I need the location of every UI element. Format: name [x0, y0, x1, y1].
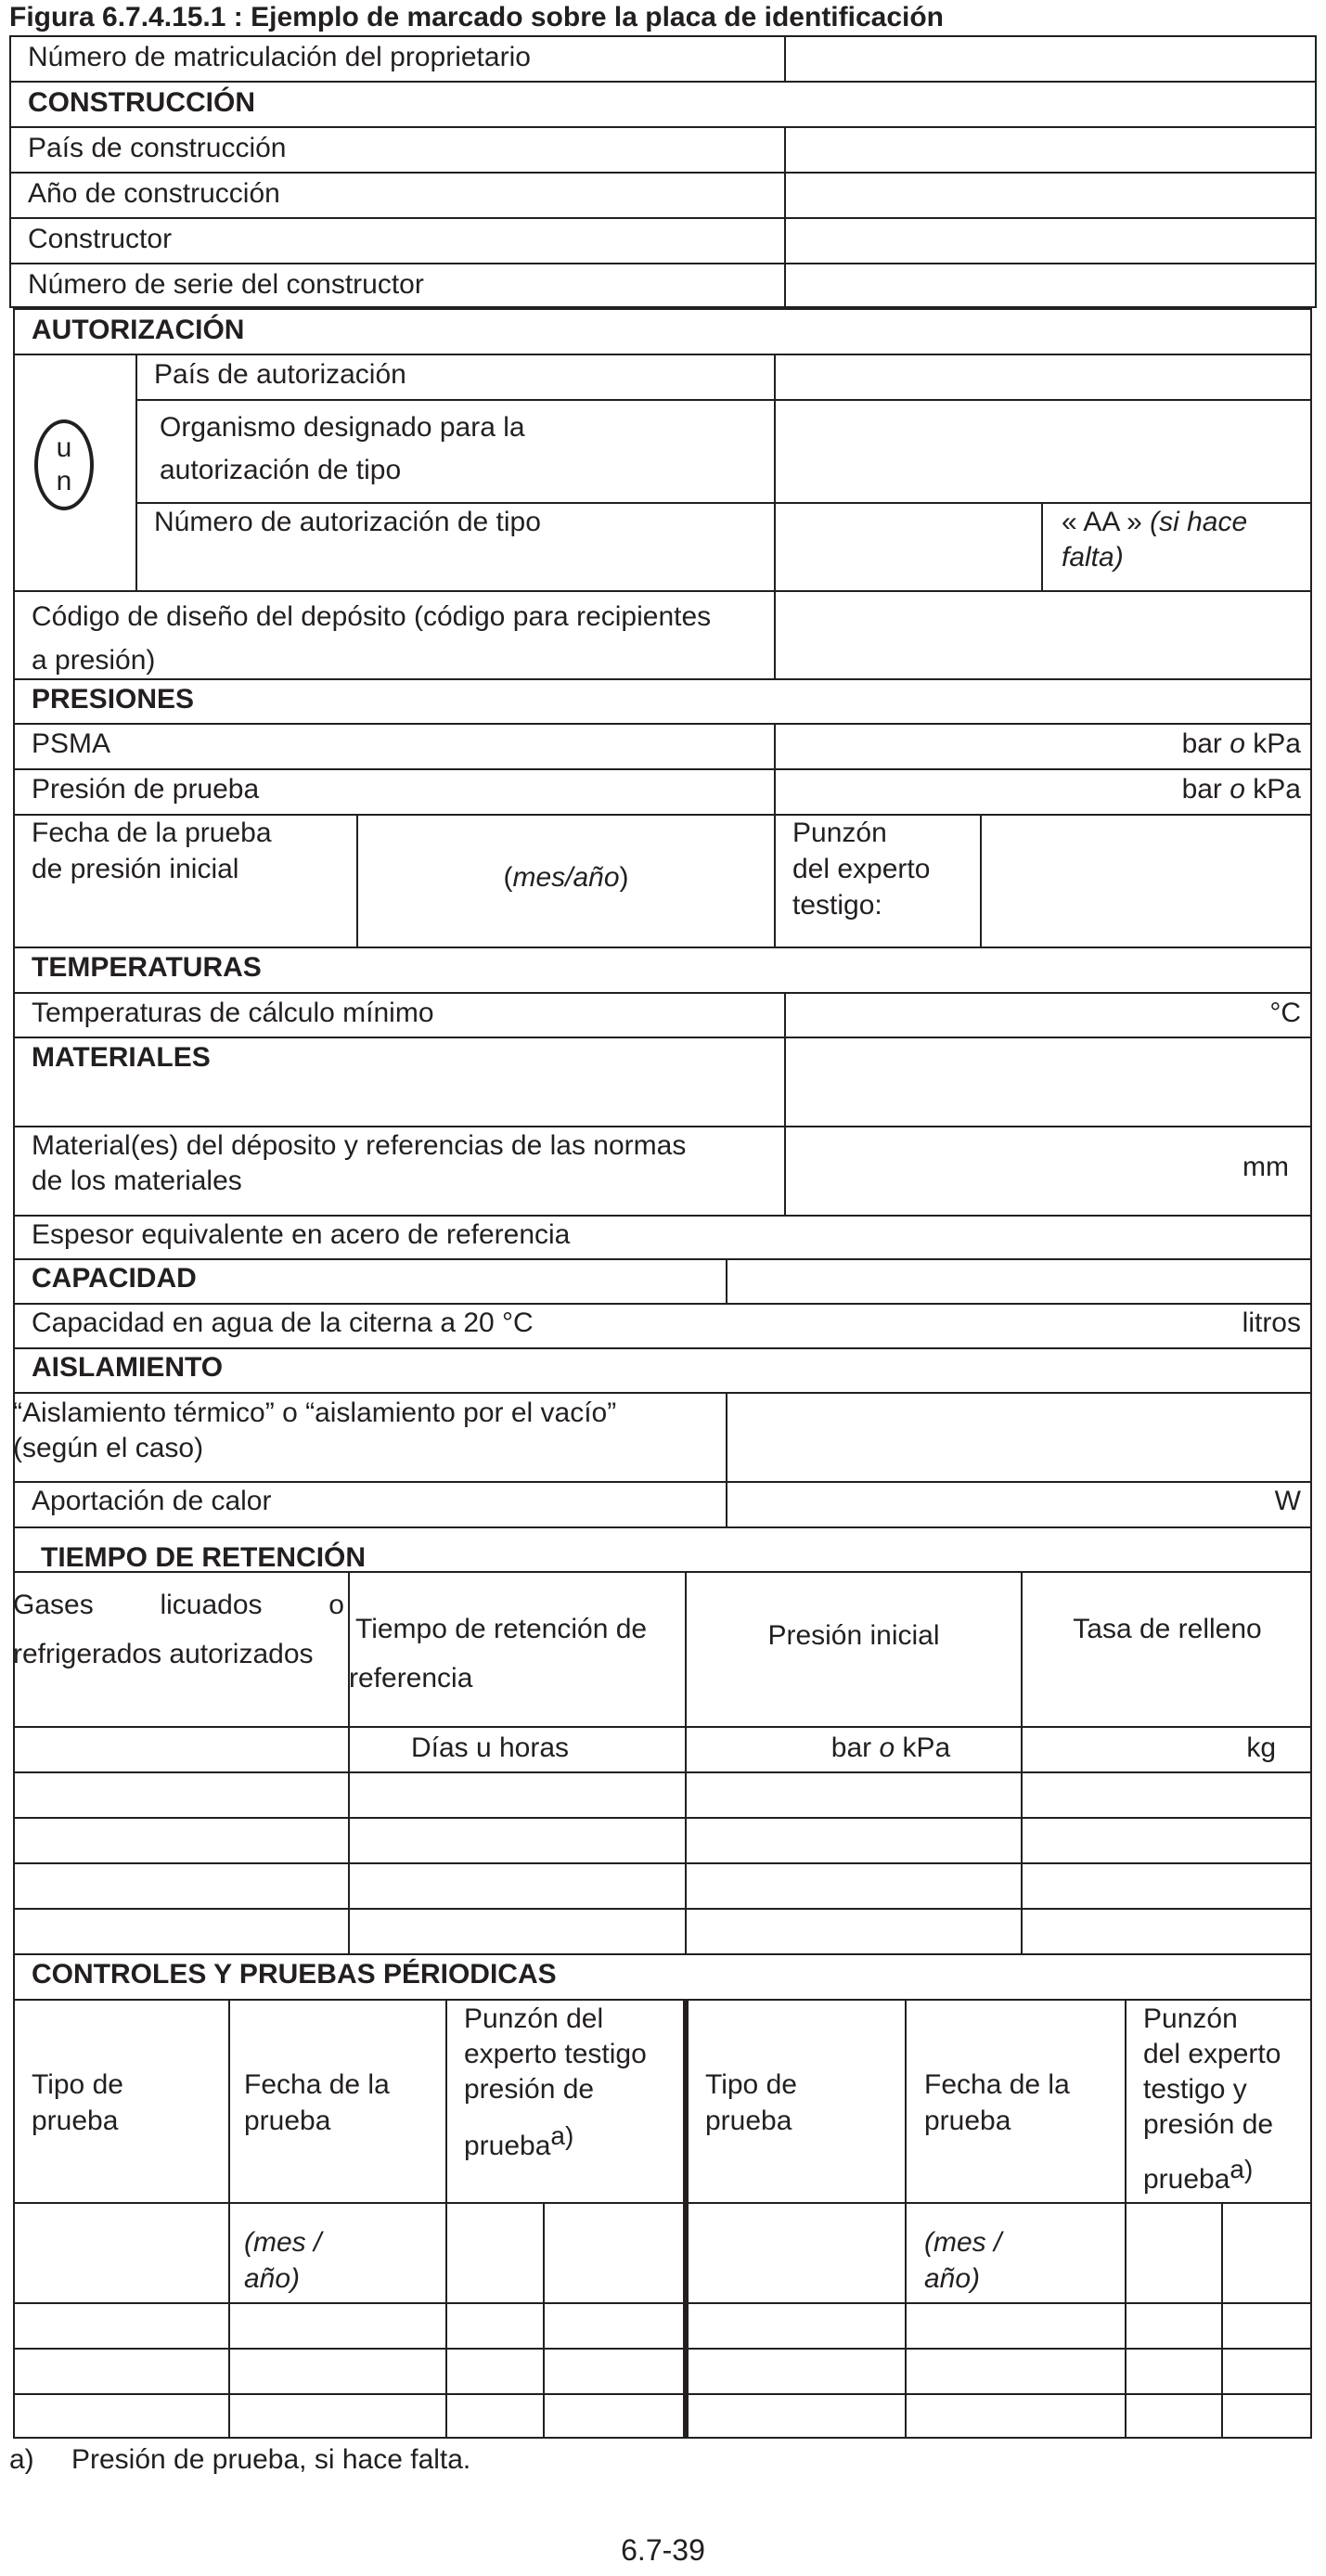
- initial-test-date-line2: de presión inicial: [32, 854, 239, 884]
- left-stamp-line2: experto testigo: [464, 2039, 647, 2069]
- pressures-heading: PRESIONES: [32, 684, 195, 715]
- footnote: a) Presión de prueba, si hace falta.: [9, 2444, 471, 2475]
- kg-unit: kg: [1246, 1732, 1276, 1763]
- construction-heading: CONSTRUCCIÓN: [28, 87, 255, 118]
- capacity-unit: litros: [1242, 1307, 1301, 1338]
- gases-header-line2: refrigerados autorizados: [13, 1639, 314, 1669]
- water-capacity: Capacidad en agua de la citerna a 20 °C: [32, 1307, 534, 1338]
- owner-label: Número de matriculación del proprietario: [28, 42, 531, 72]
- insulation-line2: (según el caso): [13, 1433, 204, 1463]
- design-code-line2: a presión): [32, 645, 156, 676]
- capacity-heading: CAPACIDAD: [32, 1263, 197, 1294]
- heat-input: Aportación de calor: [32, 1486, 272, 1516]
- gases-header-line1: Gases licuados o: [13, 1590, 344, 1620]
- aa-note-line2: falta): [1062, 542, 1124, 573]
- equivalent-thickness: Espesor equivalente en acero de referencia: [32, 1219, 571, 1250]
- initial-test-month-year: (mes/año): [503, 862, 629, 893]
- test-pressure-unit: bar o kPa: [1181, 774, 1301, 805]
- temperatures-heading: TEMPERATURAS: [32, 952, 262, 983]
- insulation-line1: “Aislamiento térmico” o “aislamiento por el vacío”: [13, 1397, 617, 1428]
- un-logo-icon: u n: [34, 419, 94, 510]
- insulation-heading: AISLAMIENTO: [32, 1352, 224, 1383]
- psma-unit: bar o kPa: [1181, 728, 1301, 759]
- authorization-heading: AUTORIZACIÓN: [32, 315, 245, 345]
- inspections-heading: CONTROLES Y PRUEBAS PÉRIODICAS: [32, 1959, 557, 1990]
- holding-time-header-line1: Tiempo de retención de: [355, 1614, 648, 1644]
- expert-stamp-line3: testigo:: [792, 890, 882, 921]
- type-approval-number: Número de autorización de tipo: [154, 507, 541, 537]
- temperature-unit: °C: [1269, 998, 1301, 1028]
- left-test-date-line1: Fecha de la: [244, 2069, 390, 2100]
- construction-country: País de construcción: [28, 133, 287, 163]
- figure-title: Figura 6.7.4.15.1 : Ejemplo de marcado sobre la placa de identificación: [9, 2, 945, 32]
- holding-time-heading: TIEMPO DE RETENCIÓN: [41, 1542, 367, 1573]
- materials-unit: mm: [1242, 1152, 1289, 1182]
- test-pressure-label: Presión de prueba: [32, 774, 260, 805]
- left-mes: (mes /: [244, 2227, 322, 2258]
- left-ano: año): [244, 2263, 301, 2294]
- right-test-type-line2: prueba: [705, 2106, 792, 2136]
- left-stamp-line1: Punzón del: [464, 2003, 604, 2034]
- filling-rate-header: Tasa de relleno: [1073, 1614, 1262, 1644]
- designated-body-line2: autorización de tipo: [160, 455, 402, 485]
- psma-label: PSMA: [32, 728, 111, 759]
- bar-kpa-unit: bar o kPa: [830, 1732, 951, 1763]
- designated-body-line1: Organismo designado para la: [160, 412, 525, 443]
- design-code-line1: Código de diseño del depósito (código para recipientes: [32, 601, 712, 632]
- left-test-type-line2: prueba: [32, 2106, 119, 2136]
- page-number: 6.7-39: [621, 2533, 705, 2567]
- materials-line1: Material(es) del déposito y referencias de las normas: [32, 1130, 687, 1161]
- aa-note: « AA » (si hace: [1062, 507, 1248, 537]
- serial-number: Número de serie del constructor: [28, 269, 424, 300]
- expert-stamp-line1: Punzón: [792, 818, 887, 848]
- construction-year: Año de construcción: [28, 178, 280, 209]
- initial-pressure-header: Presión inicial: [767, 1620, 940, 1651]
- constructor: Constructor: [28, 224, 173, 254]
- materials-heading: MATERIALES: [32, 1042, 211, 1073]
- authorization-country: País de autorización: [154, 359, 406, 390]
- expert-stamp-line2: del experto: [792, 854, 931, 884]
- right-stamp-line3: testigo y: [1143, 2074, 1247, 2105]
- min-design-temperature: Temperaturas de cálculo mínimo: [32, 998, 434, 1028]
- right-stamp-line5: prueba$^{a)}$: [1143, 2155, 1254, 2195]
- right-test-date-line2: prueba: [924, 2106, 1011, 2136]
- left-stamp-line3: presión de: [464, 2074, 595, 2105]
- heat-unit: W: [1274, 1486, 1301, 1516]
- right-stamp-line4: presión de: [1143, 2109, 1274, 2140]
- right-test-date-line1: Fecha de la: [924, 2069, 1070, 2100]
- right-ano: año): [924, 2263, 981, 2294]
- right-mes: (mes /: [924, 2227, 1002, 2258]
- right-stamp-line2: del experto: [1143, 2039, 1281, 2069]
- right-test-type-line1: Tipo de: [705, 2069, 797, 2100]
- left-test-type-line1: Tipo de: [32, 2069, 123, 2100]
- left-test-date-line2: prueba: [244, 2106, 331, 2136]
- materials-line2: de los materiales: [32, 1166, 242, 1196]
- left-stamp-line4: prueba$^{a)}$: [464, 2121, 574, 2161]
- days-or-hours-unit: Días u horas: [410, 1732, 570, 1763]
- initial-test-date-line1: Fecha de la prueba: [32, 818, 272, 848]
- holding-time-header-line2: referencia: [349, 1663, 473, 1694]
- right-stamp-line1: Punzón: [1143, 2003, 1238, 2034]
